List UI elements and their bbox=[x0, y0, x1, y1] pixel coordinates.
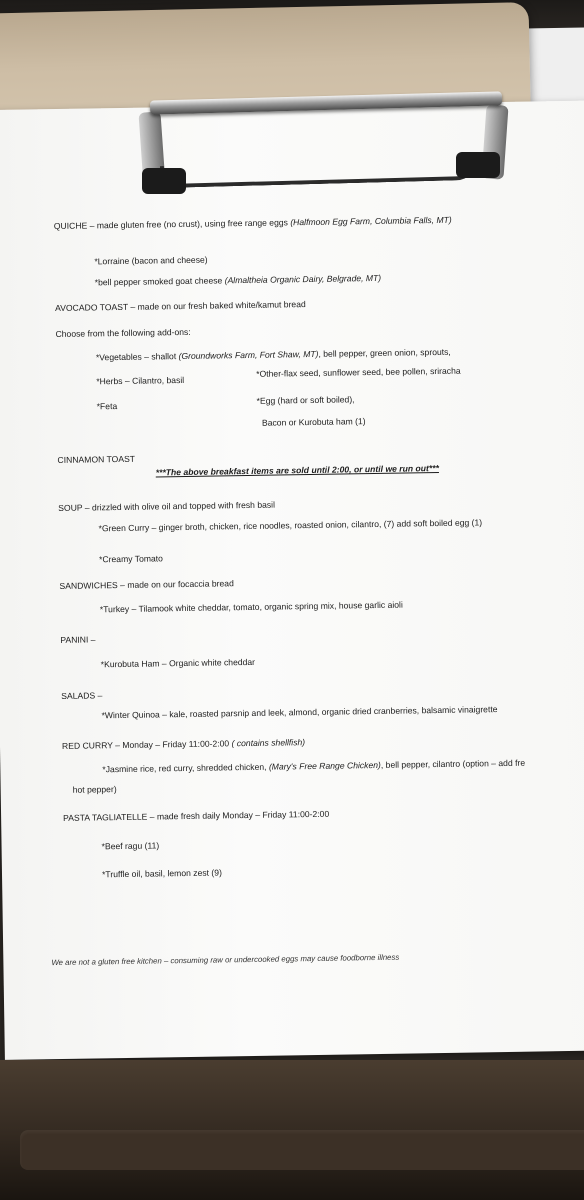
red-curry-label: RED CURRY bbox=[61, 740, 113, 751]
addon-feta: *Feta bbox=[96, 401, 118, 412]
menu-content bbox=[0, 100, 584, 1059]
red-curry-heading bbox=[62, 737, 305, 752]
addon-vegetables bbox=[96, 347, 451, 364]
cinnamon-toast-heading: CINNAMON TOAST bbox=[57, 453, 136, 465]
avocado-desc: – made on our fresh baked white/kamut bread bbox=[127, 299, 306, 312]
quiche-item-goat-cheese-text: *bell pepper smoked goat cheese bbox=[94, 275, 225, 288]
addon-other: *Other-flax seed, sunflower seed, bee pollen, sriracha bbox=[256, 365, 461, 379]
clip-foot-left bbox=[142, 168, 186, 194]
addon-herbs: *Herbs – Cilantro, basil bbox=[96, 374, 185, 387]
addon-vegetables-text: *Vegetables – shallot bbox=[95, 351, 179, 363]
panini-item-ham: *Kurobuta Ham – Organic white cheddar bbox=[100, 656, 256, 670]
red-curry-item-line1 bbox=[102, 758, 525, 776]
salads-label: SALADS bbox=[61, 690, 96, 701]
pasta-desc: – made fresh daily Monday – Friday 11:00-2:00 bbox=[147, 808, 330, 822]
sandwiches-label: SANDWICHES bbox=[59, 580, 118, 591]
red-curry-note: ( contains shellfish) bbox=[231, 737, 306, 749]
salad-item-winter-quinoa: *Winter Quinoa – kale, roasted parsnip and leek, almond, organic dried cranberries, balsamic vinaigrette bbox=[101, 704, 498, 721]
breakfast-notice: ***The above breakfast items are sold until 2:00, or until we run out*** bbox=[155, 462, 439, 478]
soup-heading bbox=[58, 500, 275, 514]
salads-desc: – bbox=[95, 690, 103, 701]
quiche-desc: – made gluten free (no crust), using free range eggs bbox=[87, 217, 291, 231]
soup-item-green-curry: *Green Curry – ginger broth, chicken, rice noodles, roasted onion, cilantro, (7) add soft boiled egg (1) bbox=[98, 517, 483, 534]
sandwiches-desc: – made on our focaccia bread bbox=[117, 578, 234, 591]
panini-desc: – bbox=[88, 634, 96, 645]
red-curry-desc: – Monday – Friday 11:00-2:00 bbox=[112, 738, 232, 751]
red-curry-line1-source: (Mary's Free Range Chicken) bbox=[268, 759, 381, 772]
addon-bacon: Bacon or Kurobuta ham (1) bbox=[261, 416, 366, 428]
menu-sheet bbox=[0, 100, 584, 1059]
quiche-source: (Halfmoon Egg Farm, Columbia Falls, MT) bbox=[290, 214, 452, 228]
avocado-label: AVOCADO TOAST bbox=[55, 301, 129, 314]
sandwiches-heading bbox=[59, 578, 234, 592]
pasta-item-truffle: *Truffle oil, basil, lemon zest (9) bbox=[101, 867, 222, 880]
pasta-label: PASTA TAGLIATELLE bbox=[63, 811, 148, 823]
panini-heading bbox=[60, 634, 95, 646]
red-curry-item-line2: hot pepper) bbox=[72, 784, 117, 795]
addons-intro: Choose from the following add-ons: bbox=[55, 326, 191, 339]
clip-foot-right bbox=[456, 152, 500, 178]
avocado-heading bbox=[55, 299, 306, 314]
soup-label: SOUP bbox=[58, 502, 83, 513]
footer-disclaimer: We are not a gluten free kitchen – consuming raw or undercooked eggs may cause foodborne illness bbox=[51, 952, 400, 968]
red-curry-line1-rest: , bell pepper, cilantro (option – add fre bbox=[380, 757, 526, 770]
soup-item-creamy-tomato: *Creamy Tomato bbox=[98, 553, 163, 565]
pasta-item-beef-ragu: *Beef ragu (11) bbox=[101, 840, 160, 852]
quiche-label: QUICHE bbox=[53, 220, 88, 232]
salads-heading bbox=[61, 690, 102, 702]
pasta-heading bbox=[63, 809, 329, 824]
panini-label: PANINI bbox=[60, 634, 89, 645]
clipboard-bottom-edge bbox=[20, 1130, 584, 1170]
quiche-item-goat-cheese bbox=[95, 273, 382, 288]
addon-vegetables-source: (Groundworks Farm, Fort Shaw, MT) bbox=[178, 348, 319, 362]
quiche-item-goat-cheese-source: (Almaltheia Organic Dairy, Belgrade, MT) bbox=[224, 272, 382, 286]
sandwich-item-turkey: *Turkey – Tilamook white cheddar, tomato, organic spring mix, house garlic aioli bbox=[99, 599, 403, 615]
quiche-heading bbox=[54, 215, 452, 232]
quiche-item-lorraine: *Lorraine (bacon and cheese) bbox=[94, 254, 208, 267]
red-curry-line1-text: *Jasmine rice, red curry, shredded chicken, bbox=[102, 761, 269, 775]
addon-egg: *Egg (hard or soft boiled), bbox=[256, 394, 355, 406]
soup-desc: – drizzled with olive oil and topped with fresh basil bbox=[82, 499, 276, 513]
addon-vegetables-rest: , bell pepper, green onion, sprouts, bbox=[318, 346, 451, 359]
